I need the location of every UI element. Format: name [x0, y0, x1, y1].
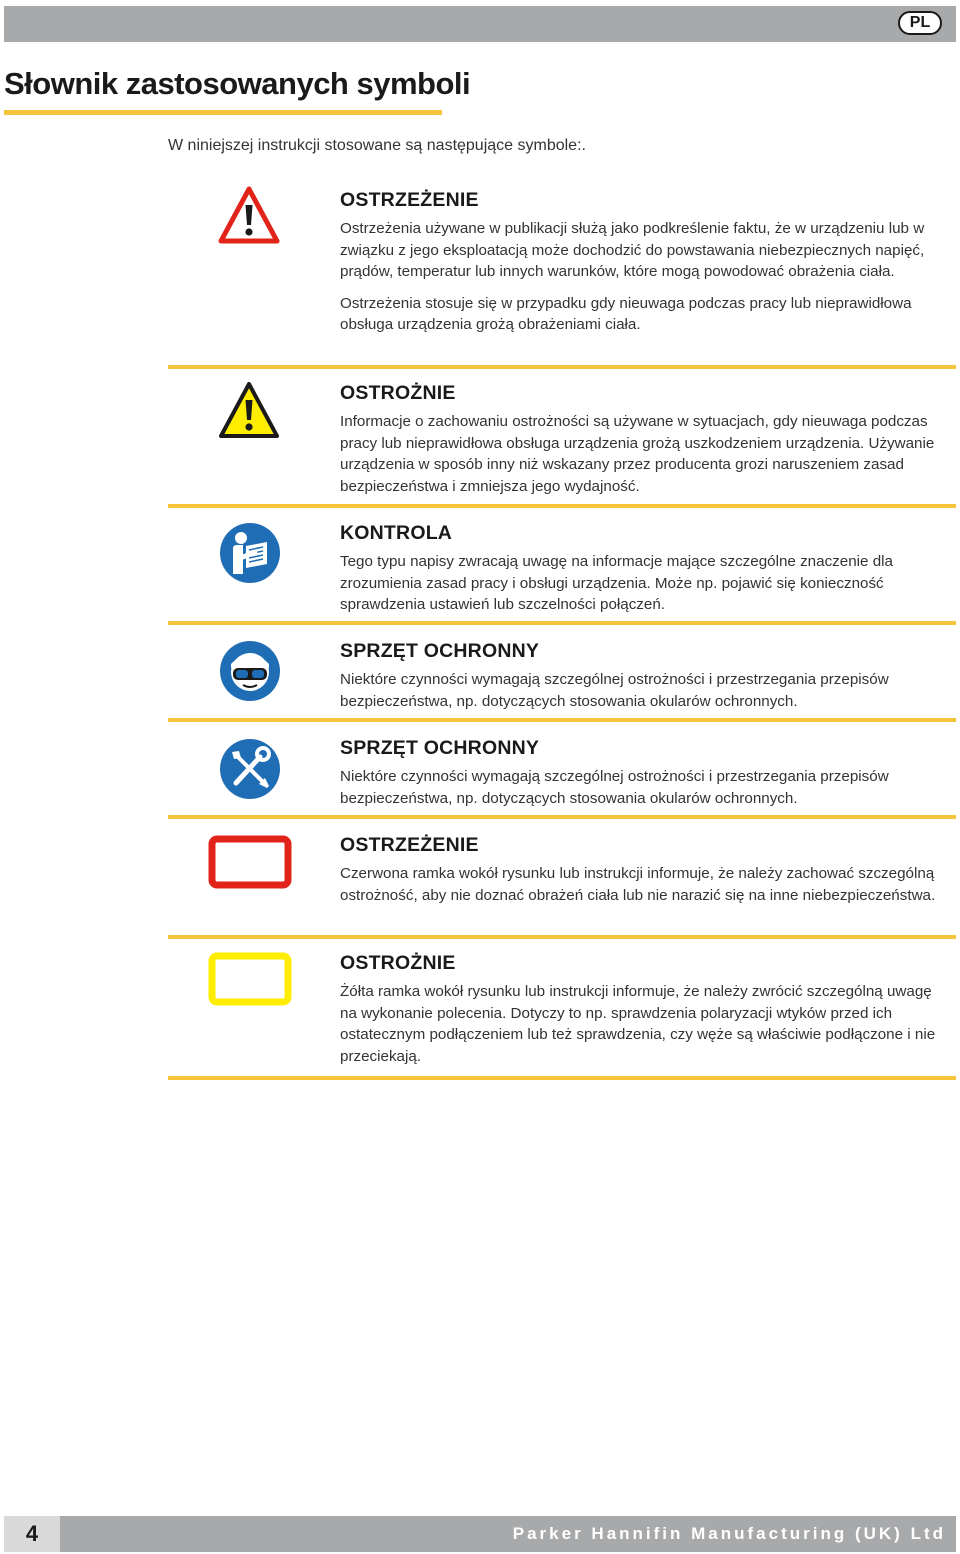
section-divider: [168, 1076, 956, 1080]
section-heading: OSTROŻNIE: [340, 382, 456, 404]
section-divider: [168, 504, 956, 508]
section-divider: [168, 815, 956, 819]
intro-text: W niniejszej instrukcji stosowane są następujące symbole:.: [168, 137, 586, 154]
safety-goggles-icon: [219, 640, 281, 702]
section-paragraph: Informacje o zachowaniu ostrożności są używane w sytuacjach, gdy nieuwaga podczas pracy lub nieprawidłowa obsługa urządzenia grożą uszkodzeniem urządzenia. Używanie urządzenia w sposób inny niż wskazany przez producenta grozi naruszeniem zasad bezpieczeństwa i zmniejsza jego wydajność.: [340, 413, 935, 495]
section-yellow-frame: [340, 952, 940, 1067]
section-paragraph: Niektóre czynności wymagają szczególnej ostrożności i przestrzegania przepisów bezpieczeństwa, np. dotyczących stosowania okularów ochronnych.: [340, 671, 889, 710]
section-divider: [168, 718, 956, 722]
section-heading: SPRZĘT OCHRONNY: [340, 640, 540, 662]
tools-icon: [219, 738, 281, 800]
section-divider: [168, 935, 956, 939]
section-paragraph: Czerwona ramka wokół rysunku lub instrukcji informuje, że należy zachować szczególną ostrożność, aby nie doznać obrażeń ciała lub nie narazić się na inne niebezpieczeństwa.: [340, 865, 936, 904]
section-paragraph: Ostrzeżenia używane w publikacji służą jako podkreślenie faktu, że w urządzeniu lub w związku z jego eksploatacją może dochodzić do powstawania niebezpiecznych napięć, prądów, temperatur lub innych warunków, które mogą powodować obrażenia ciała.: [340, 220, 925, 280]
section-heading: KONTROLA: [340, 522, 453, 544]
section-red-frame: [340, 834, 940, 906]
section-heading: SPRZĘT OCHRONNY: [340, 737, 540, 759]
section-protective-equipment: [340, 640, 940, 712]
read-manual-icon: [219, 522, 281, 584]
section-heading: OSTROŻNIE: [340, 952, 456, 974]
section-divider: [168, 365, 956, 369]
page-number: 4: [4, 1516, 60, 1552]
section-caution: [340, 382, 940, 497]
section-paragraph: Niektóre czynności wymagają szczególnej ostrożności i przestrzegania przepisów bezpieczeństwa, np. dotyczących stosowania okularów ochronnych.: [340, 768, 889, 807]
section-heading: OSTRZEŻENIE: [340, 189, 479, 211]
caution-triangle-yellow-icon: [218, 381, 280, 439]
section-paragraph: Tego typu napisy zwracają uwagę na informacje mające szczególne znaczenie dla zrozumienia zasad pracy i obsługi urządzenia. Może np. pojawić się konieczność sprawdzenia ustawień lub szczelności połączeń.: [340, 553, 893, 613]
header-bar: [4, 6, 956, 42]
title-underline: [4, 110, 442, 115]
footer-company: Parker Hannifin Manufacturing (UK) Ltd: [512, 1524, 946, 1543]
section-paragraph: Żółta ramka wokół rysunku lub instrukcji informuje, że należy zwrócić szczególną uwagę na wykonanie polecenia. Dotyczy to np. sprawdzenia polaryzacji wtyków przed ich ostatecznym podłączeniem lub też sprawdzenia, czy węże są właściwie podłączone i nie przeciekają.: [340, 983, 936, 1065]
section-warning: [340, 189, 940, 336]
yellow-frame-icon: [208, 952, 292, 1006]
section-protective-equipment: [340, 737, 940, 809]
page-title: Słownik zastosowanych symboli: [4, 66, 471, 101]
section-check: [340, 522, 940, 616]
warning-triangle-red-icon: [218, 186, 280, 244]
section-divider: [168, 621, 956, 625]
section-heading: OSTRZEŻENIE: [340, 834, 479, 856]
red-frame-icon: [208, 835, 292, 889]
language-badge: PL: [898, 11, 942, 35]
section-paragraph: Ostrzeżenia stosuje się w przypadku gdy nieuwaga podczas pracy lub nieprawidłowa obsługa urządzenia grożą obrażeniami ciała.: [340, 294, 912, 333]
